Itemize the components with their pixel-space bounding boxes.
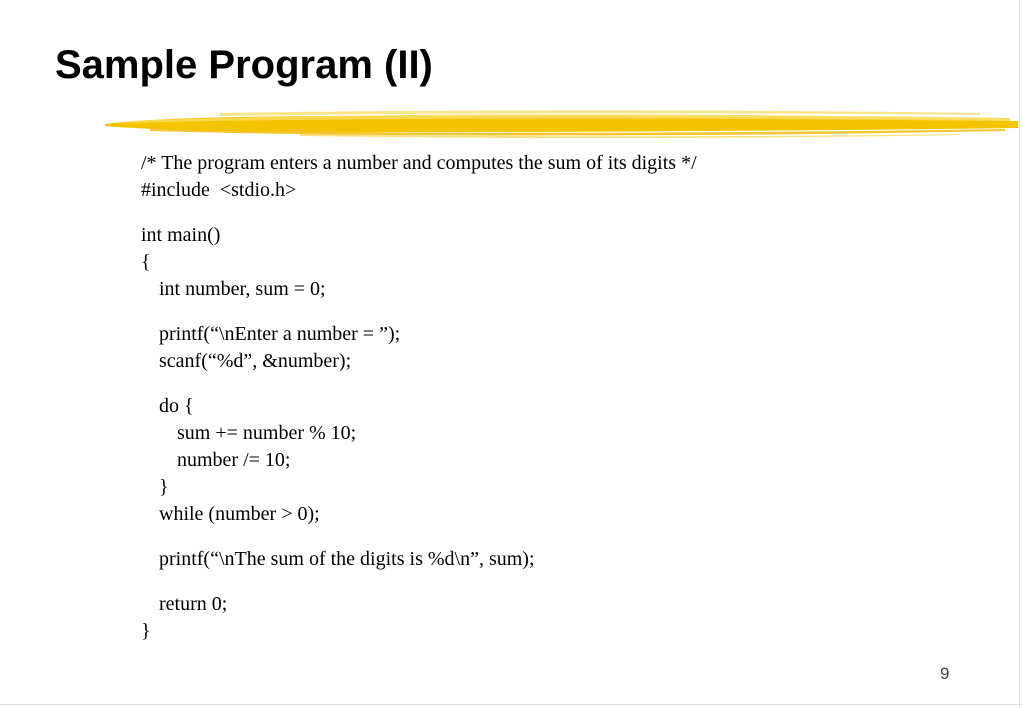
code-line: printf(“\nThe sum of the digits is %d\n”, sum); <box>159 548 535 570</box>
code-line: number /= 10; <box>177 449 291 471</box>
slide-title: Sample Program (II) <box>55 43 433 87</box>
code-line: { <box>141 251 151 273</box>
code-line: while (number > 0); <box>159 503 320 525</box>
code-line: int main() <box>141 224 221 246</box>
code-line: /* The program enters a number and computes the sum of its digits */ <box>141 152 697 174</box>
code-line: sum += number % 10; <box>177 422 357 444</box>
code-line: scanf(“%d”, &number); <box>159 350 352 372</box>
code-line: #include <stdio.h> <box>141 179 297 201</box>
highlighter-stroke-decoration <box>100 104 1023 140</box>
code-line: } <box>141 620 151 642</box>
code-line: printf(“\nEnter a number = ”); <box>159 323 401 345</box>
page-number: 9 <box>940 664 950 683</box>
code-spacer <box>141 303 697 321</box>
code-spacer <box>141 573 697 591</box>
code-line: do { <box>159 395 194 417</box>
code-listing <box>141 150 697 645</box>
code-spacer <box>141 528 697 546</box>
bottom-divider <box>0 704 1023 705</box>
right-edge-divider <box>1019 0 1020 708</box>
code-spacer <box>141 204 697 222</box>
code-spacer <box>141 375 697 393</box>
code-line: return 0; <box>159 593 228 615</box>
code-line: } <box>159 476 169 498</box>
code-line: int number, sum = 0; <box>159 278 326 300</box>
